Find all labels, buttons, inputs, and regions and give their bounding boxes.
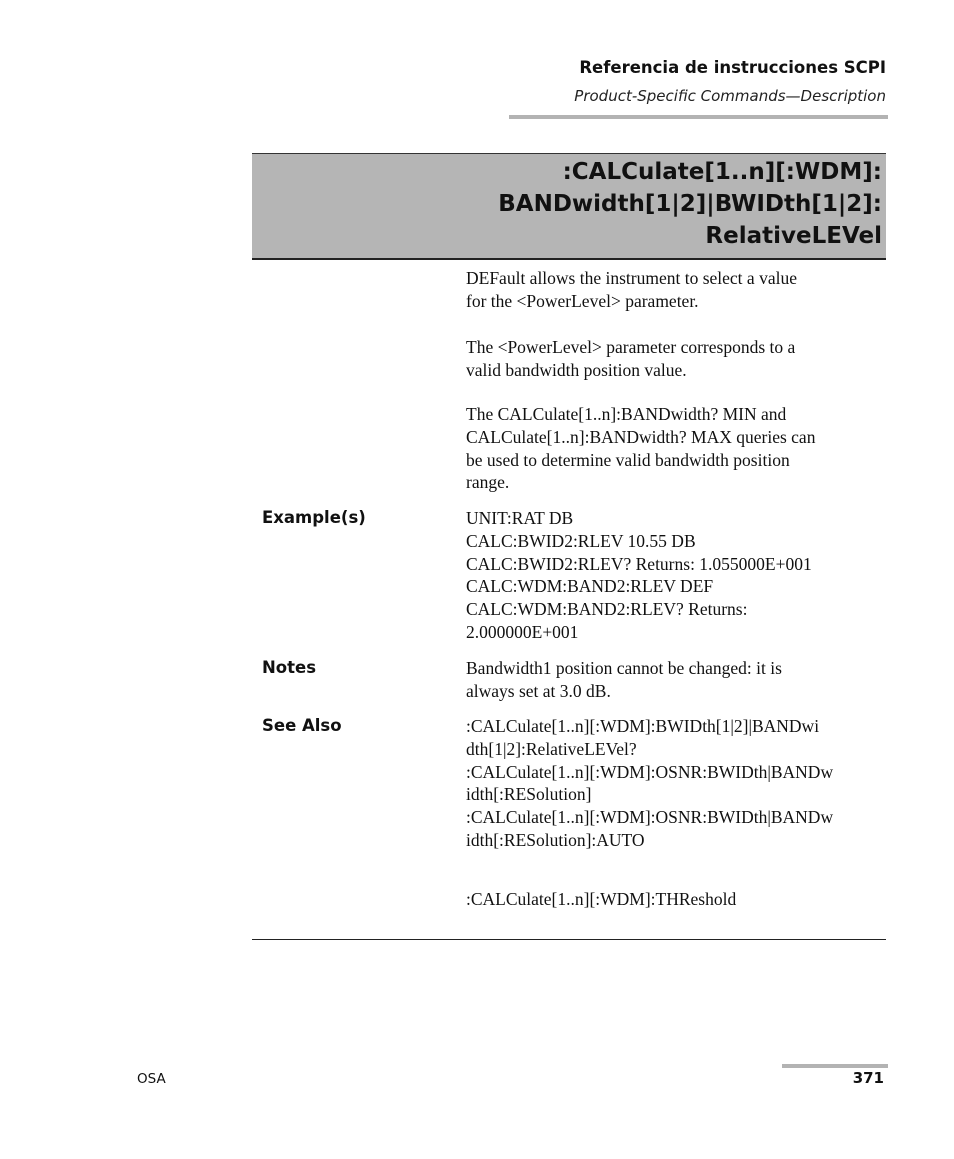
notes-block [466,657,886,703]
command-title-box [252,153,886,260]
description-paragraph-2 [466,336,886,382]
code-line: CALC:BWID2:RLEV 10.55 DB [466,530,696,551]
text-line: DEFault allows the instrument to select a value [466,268,797,288]
description-paragraph-3 [466,403,886,494]
running-header-title: Referencia de instrucciones SCPI [579,58,886,77]
see-also-block [466,715,886,852]
reference-line: :CALCulate[1..n][:WDM]:BWIDth[1|2]|BANDwi [466,716,820,736]
code-line: CALC:WDM:BAND2:RLEV? Returns: [466,599,748,620]
footer-rule [782,1064,888,1068]
text-line: always set at 3.0 dB. [466,680,611,701]
text-line: The <PowerLevel> parameter corresponds to a [466,337,796,357]
command-title-line: RelativeLEVel [705,223,882,249]
code-line: 2.000000E+001 [466,621,579,642]
reference-line: :CALCulate[1..n][:WDM]:THReshold [466,889,737,909]
reference-line: :CALCulate[1..n][:WDM]:OSNR:BWIDth|BANDw [466,761,834,782]
command-title-line: :CALCulate[1..n][:WDM]: [562,159,882,185]
examples-label: Example(s) [262,508,366,527]
running-header-subtitle: Product-Specific Commands—Description [574,87,886,105]
code-line: UNIT:RAT DB [466,508,574,528]
reference-line: idth[:RESolution] [466,784,592,805]
text-line: range. [466,472,510,493]
notes-label: Notes [262,658,317,677]
examples-block [466,507,886,644]
text-line: Bandwidth1 position cannot be changed: it is [466,658,782,678]
see-also-label: See Also [262,716,342,735]
reference-line: :CALCulate[1..n][:WDM]:OSNR:BWIDth|BANDw [466,807,834,828]
reference-line: idth[:RESolution]:AUTO [466,829,645,850]
description-paragraph-1 [466,267,886,313]
code-line: CALC:BWID2:RLEV? Returns: 1.055000E+001 [466,553,812,574]
reference-line: dth[1|2]:RelativeLEVel? [466,738,637,759]
section-bottom-rule [252,939,886,940]
see-also-last [466,888,886,911]
command-title [498,156,882,252]
header-rule [509,115,888,119]
text-line: The CALCulate[1..n]:BANDwidth? MIN and [466,404,787,424]
code-line: CALC:WDM:BAND2:RLEV DEF [466,576,714,597]
command-title-line: BANDwidth[1|2]|BWIDth[1|2]: [498,191,882,217]
footer-product: OSA [137,1071,166,1087]
text-line: be used to determine valid bandwidth position [466,449,790,470]
text-line: CALCulate[1..n]:BANDwidth? MAX queries can [466,426,816,447]
text-line: valid bandwidth position value. [466,359,687,380]
page-number: 371 [852,1069,884,1087]
text-line: for the <PowerLevel> parameter. [466,290,699,311]
